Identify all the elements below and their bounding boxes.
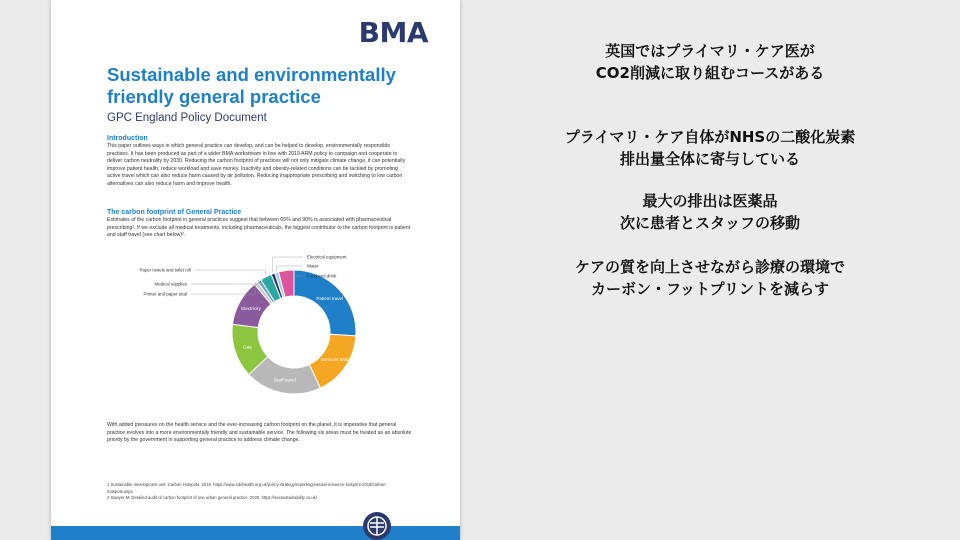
- slice-label-food-and-drink: Food and drink: [307, 273, 337, 279]
- footnotes: [107, 482, 412, 502]
- slide-point-3: [460, 190, 960, 234]
- policy-document-page: [51, 0, 460, 540]
- slide-point-4-line-2: カーボン・フットプリントを減らす: [591, 280, 829, 298]
- slide-point-2-line-1: プライマリ・ケア自体がNHSの二酸化炭素: [564, 128, 856, 146]
- slice-label-printer-and-paper-total: Printer and paper total: [143, 291, 187, 297]
- footer-bar: [51, 526, 460, 540]
- slide-point-4-line-1: ケアの質を向上させながら診療の環境で: [574, 258, 845, 276]
- slide-point-3-line-2: 次に患者とスタッフの移動: [619, 214, 800, 232]
- carbon-footprint-donut-chart: [107, 252, 417, 412]
- donut-slice-patient-travel: [294, 270, 356, 336]
- slice-label-services-total: Services total: [320, 357, 349, 363]
- slide-point-1-line-1: 英国ではプライマリ・ケア医が: [605, 42, 815, 60]
- bma-emblem-icon: [363, 512, 391, 540]
- intro-heading: Introduction: [107, 135, 148, 142]
- intro-paragraph: This paper outlines ways in which general practice can develop, and can be helped to develop, environmentally responsible practises. It has been produced as part of a wider BMA workstream in line with 2019 ARM policy to campaign and cooperate to deliver carbon neutrality by 2030. Reducing the carbon footprint of practices will not only mitigate climate change, it can potentially improve patient health, reduce workload and save money. Inactivity and obesity-related conditions can be tackled by promoting active travel which can also reduce harm caused by air pollution. Reducing inappropriate prescribing and switching to low carbon alternatives can also reduce harm and improve health.: [107, 143, 406, 187]
- carbon-paragraph: Estimates of the carbon footprint in general practices suggest that between 65% and 90% is associated with pharmaceutical prescribing¹. If we exclude all medical treatments, including pharmaceuticals, the biggest contributor to the carbon footprint is patient and staff travel (see chart below)².: [107, 217, 411, 239]
- carbon-heading: The carbon footprint of General Practice: [107, 209, 242, 216]
- slice-label-water: Water: [307, 263, 319, 269]
- slide-point-1: [460, 40, 960, 84]
- leader-line-medical-supplies: [191, 280, 259, 284]
- footnote-1: 1 Sustainable development unit. Carbon Hotspots. 2018. https://www.sduhealth.org.uk/policy-strategy/reporting/natural-resource-footprint-2018/carbon-hotspots.aspx: [107, 482, 387, 494]
- slice-label-staff-travel: Staff travel: [273, 377, 296, 383]
- leader-line-paper-towels-and-toilet-roll: [195, 270, 265, 276]
- slide-point-2-line-2: 排出量全体に寄与している: [619, 150, 800, 168]
- document-title: Sustainable and environmentally friendly general practice: [107, 64, 396, 107]
- slide-point-3-line-1: 最大の排出は医薬品: [642, 192, 778, 210]
- slice-label-paper-towels-and-toilet-roll: Paper towels and toilet roll: [139, 267, 191, 273]
- slice-label-electricity: Electricity: [241, 305, 261, 311]
- footnote-2: 2 Sawyer M. Detailed audit of carbon footprint of one urban general practice. 2020. https://seesustainability.co.uk/: [107, 495, 317, 500]
- slice-label-gas: Gas: [243, 344, 252, 350]
- slice-label-medical-supplies: Medical supplies: [154, 281, 187, 287]
- slide-point-2: [460, 126, 960, 170]
- bma-logo: BMA: [358, 16, 428, 49]
- slide-point-1-line-2: CO2削減に取り組むコースがある: [595, 64, 825, 82]
- closing-paragraph: With added pressures on the health service and the ever-increasing carbon footprint on the planet, it is imperative that general practice evolves into a more environmentally friendly and sustainable service. The following six areas must be treated as an absolute priority by the government in supporting general practice to address climate change.: [107, 422, 412, 444]
- slide-point-4: [460, 256, 960, 300]
- slice-label-electrical-equipment: Electrical equipment: [307, 254, 347, 260]
- slice-label-patient-travel: Patient travel: [316, 295, 344, 301]
- document-subtitle: GPC England Policy Document: [107, 112, 267, 124]
